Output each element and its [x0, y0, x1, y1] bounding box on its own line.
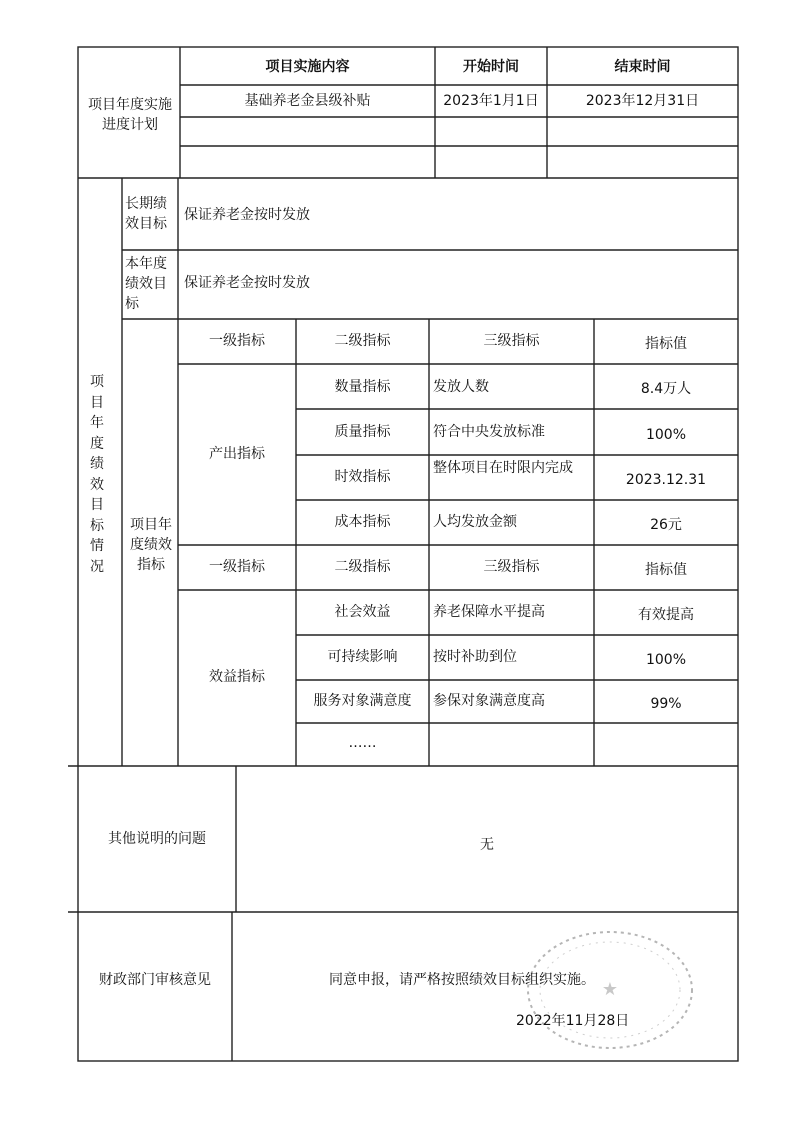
annual-goal-text: 保证养老金按时发放 [184, 275, 310, 291]
output-row-level3: 符合中央发放标准 [433, 424, 545, 440]
official-seal-stamp [520, 925, 700, 1055]
output-row-value: 26元 [650, 517, 682, 533]
output-level1: 产出指标 [209, 446, 265, 462]
header-level1: 一级指标 [209, 333, 265, 349]
output-row-level2: 数量指标 [334, 379, 391, 395]
output-row-level2: 成本指标 [334, 514, 391, 530]
output-row-level3: 发放人数 [433, 379, 489, 395]
header-level3-repeat: 三级指标 [483, 559, 540, 575]
long-term-goal-label: 长期绩效目标 [125, 196, 167, 232]
header-level3: 三级指标 [483, 333, 540, 349]
benefit-row-value: 100% [645, 652, 687, 668]
svg-text:★: ★ [601, 979, 619, 1000]
plan-header-content: 项目实施内容 [265, 59, 350, 75]
plan-row-content: 基础养老金县级补贴 [244, 93, 371, 109]
output-row-value: 8.4万人 [640, 381, 692, 397]
plan-section-label: 项目年度实施进度计划 [88, 97, 172, 133]
benefit-row-level3: 参保对象满意度高 [433, 693, 545, 709]
benefit-row-level2: 可持续影响 [327, 649, 398, 665]
finance-opinion: 同意申报，请严格按照绩效目标组织实施。 [329, 972, 595, 988]
benefit-row-level3: 按时补助到位 [433, 649, 517, 665]
plan-header-start: 开始时间 [463, 59, 519, 75]
output-row-level2: 时效指标 [334, 469, 391, 485]
header-value-repeat: 指标值 [645, 562, 687, 578]
finance-date: 2022年11月28日 [516, 1013, 630, 1029]
header-level2-repeat: 二级指标 [334, 559, 391, 575]
header-level2: 二级指标 [334, 333, 391, 349]
header-value: 指标值 [645, 336, 687, 352]
benefit-level1: 效益指标 [209, 669, 265, 685]
benefit-row-level2: 社会效益 [334, 604, 391, 620]
long-term-goal-text: 保证养老金按时发放 [184, 207, 310, 223]
output-row-value: 100% [645, 427, 687, 443]
benefit-row-level3: 养老保障水平提高 [433, 604, 545, 620]
other-text: 无 [480, 837, 494, 853]
plan-row-end: 2023年12月31日 [585, 93, 700, 109]
benefit-row-ellipsis: …… [348, 735, 377, 751]
indicator-section-label: 项目年度绩效指标 [130, 517, 172, 573]
benefit-row-level2: 服务对象满意度 [313, 693, 412, 709]
header-level1-repeat: 一级指标 [209, 559, 265, 575]
plan-header-end: 结束时间 [614, 59, 671, 75]
output-row-level3: 人均发放金额 [433, 514, 517, 530]
finance-label: 财政部门审核意见 [99, 972, 211, 988]
annual-goal-label: 本年度绩效目标 [125, 256, 167, 312]
output-row-value: 2023.12.31 [625, 472, 707, 488]
goals-section-label: 项目年度绩效目标情况 [90, 374, 104, 575]
plan-row-start: 2023年1月1日 [443, 93, 539, 109]
other-label: 其他说明的问题 [108, 831, 206, 847]
benefit-row-value: 99% [650, 696, 682, 712]
benefit-row-value: 有效提高 [638, 607, 694, 623]
output-row-level3: 整体项目在时限内完成 [433, 460, 573, 476]
output-row-level2: 质量指标 [334, 424, 391, 440]
